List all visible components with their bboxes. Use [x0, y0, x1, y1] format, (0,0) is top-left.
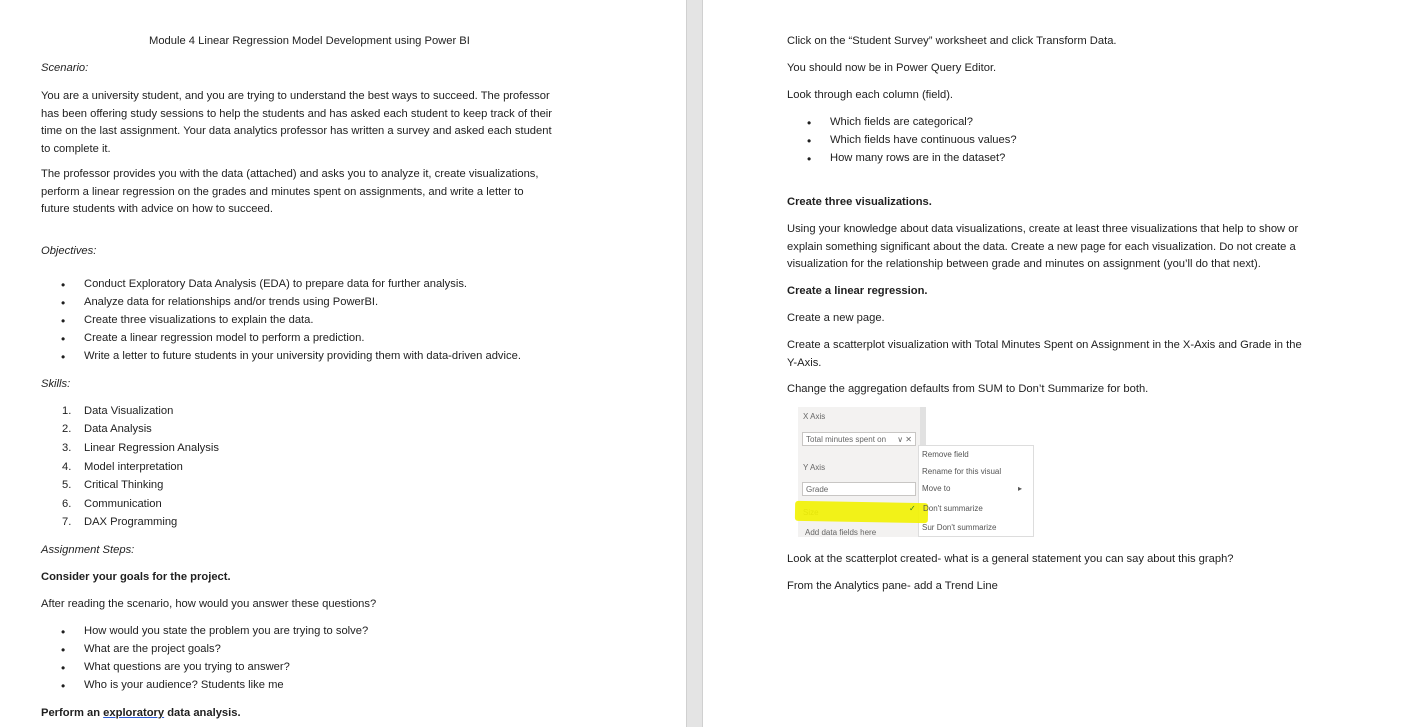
eda-heading: Perform an exploratory data analysis. — [41, 707, 241, 719]
document-page-right: Click on the “Student Survey” worksheet and click Transform Data. You should now be in Power Query Editor. Look through each column (field). • Which fields are categorical? • Which fields have continuous values? • How many rows are in the dataset? Create three visualizations. Using your knowledge about data visualizations, create at least three visualizations that help to show or explain something significant about the data. Create a new page for each visualization. Do not create a visualization for the relationship between grade and minutes on assignment (you’ll do that next). Create a linear regression. Create a new page. Create a scatterplot visualization with Total Minutes Spent on Assignment in the X-Axis and Grade in the Y-Axis. Change the aggregation defaults from SUM to Don’t Summarize for both. X Axis Total minutes spent on ∨ ✕ Y Axis Grade Add data fields here Remove field Rename for this visual Move to ▸ ✓ Don't summarize Sur Don't summarize Look at the scatterplot created- what is a general statement you can say about this graph? From the Analytics pane- add a Trend Line — [703, 0, 1409, 727]
step-trend-line: From the Analytics pane- add a Trend Line — [787, 580, 998, 592]
scenario-line: You are a university student, and you are trying to understand the best ways to succeed. The professor — [41, 90, 550, 102]
document-page-left: Module 4 Linear Regression Model Development using Power BI Scenario: You are a university student, and you are trying to understand the best ways to succeed. The professor has been offering study sessions to help the students and has asked each student to keep track of their time on the last assignment. Your data analytics professor has written a survey and asked each student to complete it. The professor provides you with the data (attached) and asks you to analyze it, create visualizations, perform a linear regression on the grades and minutes spent on assignments, and write a letter to future students with advice on how to succeed. Objectives: • Conduct Exploratory Data Analysis (EDA) to prepare data for further analysis. • Analyze data for relationships and/or trends using PowerBI. • Create three visualizations to explain the data. • Create a linear regression model to perform a prediction. • Write a letter to future students in your university providing them with data-driven advice. Skills: 1. Data Visualization 2. Data Analysis 3. Linear Regression Analysis 4. Model interpretation 5. Critical Thinking 6. Communication 7. DAX Programming Assignment Steps: Consider your goals for the project. After reading the scenario, how would you answer these questions? • How would you state the problem you are trying to solve? • What are the project goals? • What questions are you trying to answer? • Who is your audience? Students like me Perform an exploratory data analysis. — [0, 0, 686, 727]
pane-separator — [920, 407, 926, 445]
goals-intro: After reading the scenario, how would you answer these questions? — [41, 598, 377, 610]
menu-dont-summarize: Don't summarize — [923, 504, 983, 513]
scenario-line: The professor provides you with the data (attached) and asks you to analyze it, create visualizations, — [41, 168, 539, 180]
step-transform-data: Click on the “Student Survey” worksheet and click Transform Data. — [787, 35, 1117, 47]
field-dropdown-close-icons: ∨ ✕ — [897, 435, 912, 444]
menu-remove-field: Remove field — [922, 450, 969, 459]
scenario-paragraph-2 — [41, 166, 539, 219]
document-title: Module 4 Linear Regression Model Development using Power BI — [149, 35, 470, 47]
viz-line: Using your knowledge about data visualizations, create at least three visualizations that help to show or — [787, 223, 1299, 235]
y-axis-field-well: Grade — [802, 482, 916, 496]
scenario-line: to complete it. — [41, 142, 111, 155]
menu-sum-partial: Sur Don't summarize — [922, 523, 997, 532]
steps-label: Assignment Steps: — [41, 544, 135, 556]
x-axis-label: X Axis — [803, 412, 826, 421]
x-axis-field-well: Total minutes spent on ∨ ✕ — [802, 432, 916, 446]
scatter-line: Y-Axis. — [787, 356, 822, 369]
menu-move-to: Move to — [922, 484, 951, 493]
spelling-underline-word: exploratory — [103, 707, 165, 719]
viz-line: visualization for the relationship between grade and minutes on assignment (you’ll do that next). — [787, 258, 1261, 270]
goals-heading: Consider your goals for the project. — [41, 571, 231, 583]
scenario-line: time on the last assignment. Your data analytics professor has written a survey and asked each student — [41, 125, 552, 137]
viz-paragraph — [787, 221, 1298, 274]
page-gap — [686, 0, 703, 727]
step-look-columns: Look through each column (field). — [787, 89, 954, 101]
scenario-line: future students with advice on how to succeed. — [41, 203, 273, 215]
scatter-line: Create a scatterplot visualization with Total Minutes Spent on Assignment in the X-Axis and Grade in the — [787, 339, 1302, 351]
viz-heading: Create three visualizations. — [787, 196, 932, 208]
submenu-arrow-icon: ▸ — [1018, 484, 1023, 493]
lr-heading: Create a linear regression. — [787, 285, 928, 297]
skills-label: Skills: — [41, 378, 71, 390]
objectives-label: Objectives: — [41, 245, 97, 257]
scenario-paragraph — [41, 88, 552, 158]
power-bi-field-well-screenshot — [798, 407, 1038, 537]
step-power-query: You should now be in Power Query Editor. — [787, 62, 997, 74]
viz-line: explain something significant about the data. Create a new page for each visualization. Do not create a — [787, 240, 1296, 253]
scenario-line: has been offering study sessions to help the students and has asked each student to keep track of their — [41, 107, 553, 120]
checkmark-icon: ✓ — [909, 504, 916, 513]
menu-rename: Rename for this visual — [922, 467, 1002, 476]
scenario-label: Scenario: — [41, 62, 89, 74]
scenario-line: perform a linear regression on the grades and minutes spent on assignments, and write a letter to — [41, 185, 524, 198]
scatter-paragraph — [787, 337, 1302, 372]
add-fields-placeholder: Add data fields here — [805, 528, 877, 537]
step-new-page: Create a new page. — [787, 312, 885, 324]
step-look-scatterplot: Look at the scatterplot created- what is a general statement you can say about this graph? — [787, 553, 1234, 565]
step-aggregation: Change the aggregation defaults from SUM to Don’t Summarize for both. — [787, 383, 1149, 395]
y-axis-label: Y Axis — [803, 463, 826, 472]
